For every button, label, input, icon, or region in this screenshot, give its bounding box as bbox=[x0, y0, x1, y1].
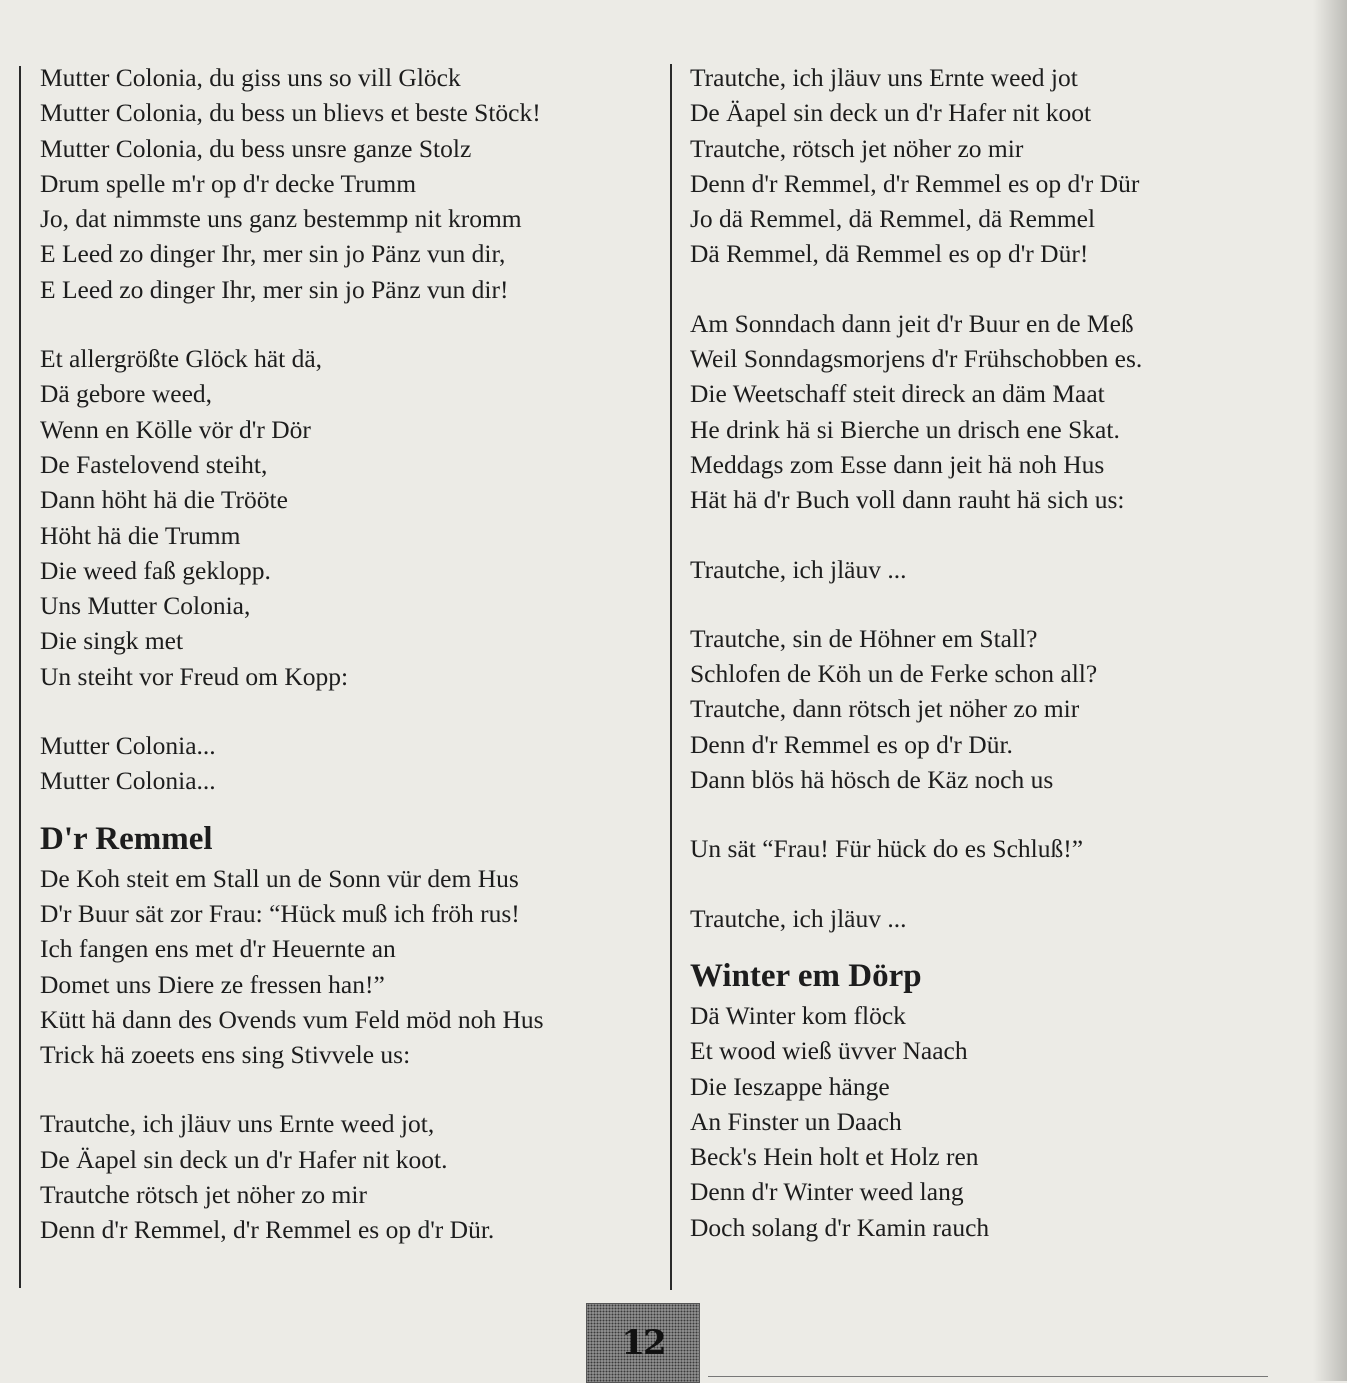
lyric-line: Am Sonndach dann jeit d'r Buur en de Meß bbox=[690, 308, 1134, 338]
stanza-gap bbox=[690, 272, 1310, 306]
lyric-line: Dann blös hä hösch de Käz noch us bbox=[690, 765, 1054, 795]
verse-winter bbox=[690, 998, 1310, 1245]
lyric-line: Et allergrößte Glöck hät dä, bbox=[40, 344, 323, 374]
lyric-line: Die weed faß geklopp. bbox=[40, 555, 271, 585]
stanza-gap bbox=[690, 587, 1310, 621]
lyric-line: Wenn en Kölle vör d'r Dör bbox=[40, 414, 311, 444]
lyric-line: Et wood wieß üvver Naach bbox=[690, 1036, 968, 1066]
stanza-gap bbox=[40, 307, 660, 341]
lyric-line: Denn d'r Remmel, d'r Remmel es op d'r Dür bbox=[690, 168, 1140, 198]
lyric-line: Trautche, rötsch jet nöher zo mir bbox=[690, 133, 1024, 163]
lyric-line: Höht hä die Trumm bbox=[40, 520, 241, 550]
stanza-gap bbox=[690, 797, 1310, 831]
lyric-line: Trick hä zoeets ens sing Stivvele us: bbox=[40, 1040, 411, 1070]
lyric-line: Denn d'r Remmel es op d'r Dür. bbox=[690, 729, 1013, 759]
verse-gloeck bbox=[40, 341, 660, 694]
stanza-gap bbox=[690, 867, 1310, 901]
lyric-line: Trautche, dann rötsch jet nöher zo mir bbox=[690, 694, 1080, 724]
stanza-gap bbox=[40, 694, 660, 728]
lyric-line: Weil Sonndagsmorjens d'r Frühschobben es. bbox=[690, 344, 1143, 374]
lyric-line: Trautche rötsch jet nöher zo mir bbox=[40, 1180, 367, 1210]
lyric-line: Mutter Colonia, du giss uns so vill Glöck bbox=[40, 63, 461, 92]
lyric-line: Domet uns Diere ze fressen han!” bbox=[40, 969, 385, 999]
lyric-line: Un steiht vor Freud om Kopp: bbox=[40, 661, 349, 691]
lyric-line: Die Ieszappe hänge bbox=[690, 1071, 890, 1101]
lyric-line: Trautche, sin de Höhner em Stall? bbox=[690, 623, 1038, 653]
page-edge-shadow bbox=[1313, 0, 1347, 1381]
page-number-box bbox=[586, 1303, 700, 1383]
lyric-line: Drum spelle m'r op d'r decke Trumm bbox=[40, 168, 417, 198]
lyric-line: Mutter Colonia, du bess un blievs et beste Stöck! bbox=[40, 98, 541, 128]
lyric-line: Jo, dat nimmste uns ganz bestemmp nit kromm bbox=[40, 204, 522, 234]
footer-rule bbox=[708, 1376, 1268, 1377]
lyric-line: He drink hä si Bierche un drisch ene Skat. bbox=[690, 414, 1120, 444]
lyric-line: Denn d'r Winter weed lang bbox=[690, 1177, 964, 1207]
lyric-line: Kütt hä dann des Ovends vum Feld möd noh Hus bbox=[40, 1004, 544, 1034]
lyric-line: Dä gebore weed, bbox=[40, 379, 213, 409]
page-number: 12 bbox=[621, 1323, 665, 1363]
stanza-gap bbox=[690, 936, 1310, 950]
lyric-line: Jo dä Remmel, dä Remmel, dä Remmel bbox=[690, 204, 1096, 234]
stanza-gap bbox=[40, 799, 660, 813]
lyric-line: An Finster un Daach bbox=[690, 1106, 902, 1136]
refrain-reference bbox=[40, 728, 660, 799]
lyric-line: E Leed zo dinger Ihr, mer sin jo Pänz vun dir! bbox=[40, 274, 509, 304]
lyric-line: D'r Buur sät zor Frau: “Hück muß ich fröh rus! bbox=[40, 898, 520, 928]
lyric-line: Die Weetschaff steit direck an däm Maat bbox=[690, 379, 1105, 409]
verse-sonndach bbox=[690, 306, 1310, 518]
song-title-winter: Winter em Dörp bbox=[690, 957, 922, 994]
lyric-line: Denn d'r Remmel, d'r Remmel es op d'r Dür. bbox=[40, 1215, 495, 1245]
lyric-line: Uns Mutter Colonia, bbox=[40, 591, 251, 621]
refrain-full bbox=[690, 60, 1310, 272]
lyric-line: Dä Remmel, dä Remmel es op d'r Dür! bbox=[690, 239, 1089, 269]
lyric-line: Ich fangen ens met d'r Heuernte an bbox=[40, 934, 396, 964]
lyric-line: De Fastelovend steiht, bbox=[40, 449, 268, 479]
lyric-line: Dä Winter kom flöck bbox=[690, 1000, 906, 1030]
verse-remmel bbox=[40, 861, 660, 1073]
lyric-line: Mutter Colonia... bbox=[40, 766, 216, 796]
lyric-line: Un sät “Frau! Für hück do es Schluß!” bbox=[690, 834, 1084, 864]
stanza-gap bbox=[690, 518, 1310, 552]
lyric-line: Doch solang d'r Kamin rauch bbox=[690, 1212, 990, 1242]
stanza-gap bbox=[40, 1072, 660, 1106]
lyric-line: Beck's Hein holt et Holz ren bbox=[690, 1142, 979, 1172]
song-title-remmel: D'r Remmel bbox=[40, 820, 213, 857]
verse-hoehner bbox=[690, 621, 1310, 797]
center-column-rule bbox=[670, 64, 672, 1290]
lyric-line: Mutter Colonia, du bess unsre ganze Stolz bbox=[40, 133, 472, 163]
lyric-line: E Leed zo dinger Ihr, mer sin jo Pänz vun dir, bbox=[40, 239, 506, 269]
left-column bbox=[40, 60, 660, 1248]
lyric-line: Hät hä d'r Buch voll dann rauht hä sich us: bbox=[690, 485, 1125, 515]
lyric-line: Trautche, ich jläuv uns Ernte weed jot, bbox=[40, 1109, 435, 1139]
verse-mutter-colonia-end bbox=[40, 60, 660, 307]
lyric-line: De Äapel sin deck un d'r Hafer nit koot bbox=[690, 98, 1092, 128]
refrain-reference-line: Trautche, ich jläuv ... bbox=[690, 554, 907, 584]
lyric-line: Dann höht hä die Trööte bbox=[40, 485, 288, 515]
lyric-line: Schlofen de Köh un de Ferke schon all? bbox=[690, 659, 1098, 689]
lyric-line: Mutter Colonia... bbox=[40, 731, 216, 761]
right-column bbox=[690, 60, 1310, 1245]
left-column-rule bbox=[19, 66, 21, 1288]
refrain-trautche bbox=[40, 1106, 660, 1247]
refrain-reference-line: Trautche, ich jläuv ... bbox=[690, 903, 907, 933]
lyric-line: De Koh steit em Stall un de Sonn vür dem Hus bbox=[40, 863, 519, 893]
lyric-line: De Äapel sin deck un d'r Hafer nit koot. bbox=[40, 1144, 448, 1174]
lyric-line: Trautche, ich jläuv uns Ernte weed jot bbox=[690, 63, 1078, 92]
lyric-line: Meddags zom Esse dann jeit hä noh Hus bbox=[690, 449, 1105, 479]
lyric-line: Die singk met bbox=[40, 626, 184, 656]
